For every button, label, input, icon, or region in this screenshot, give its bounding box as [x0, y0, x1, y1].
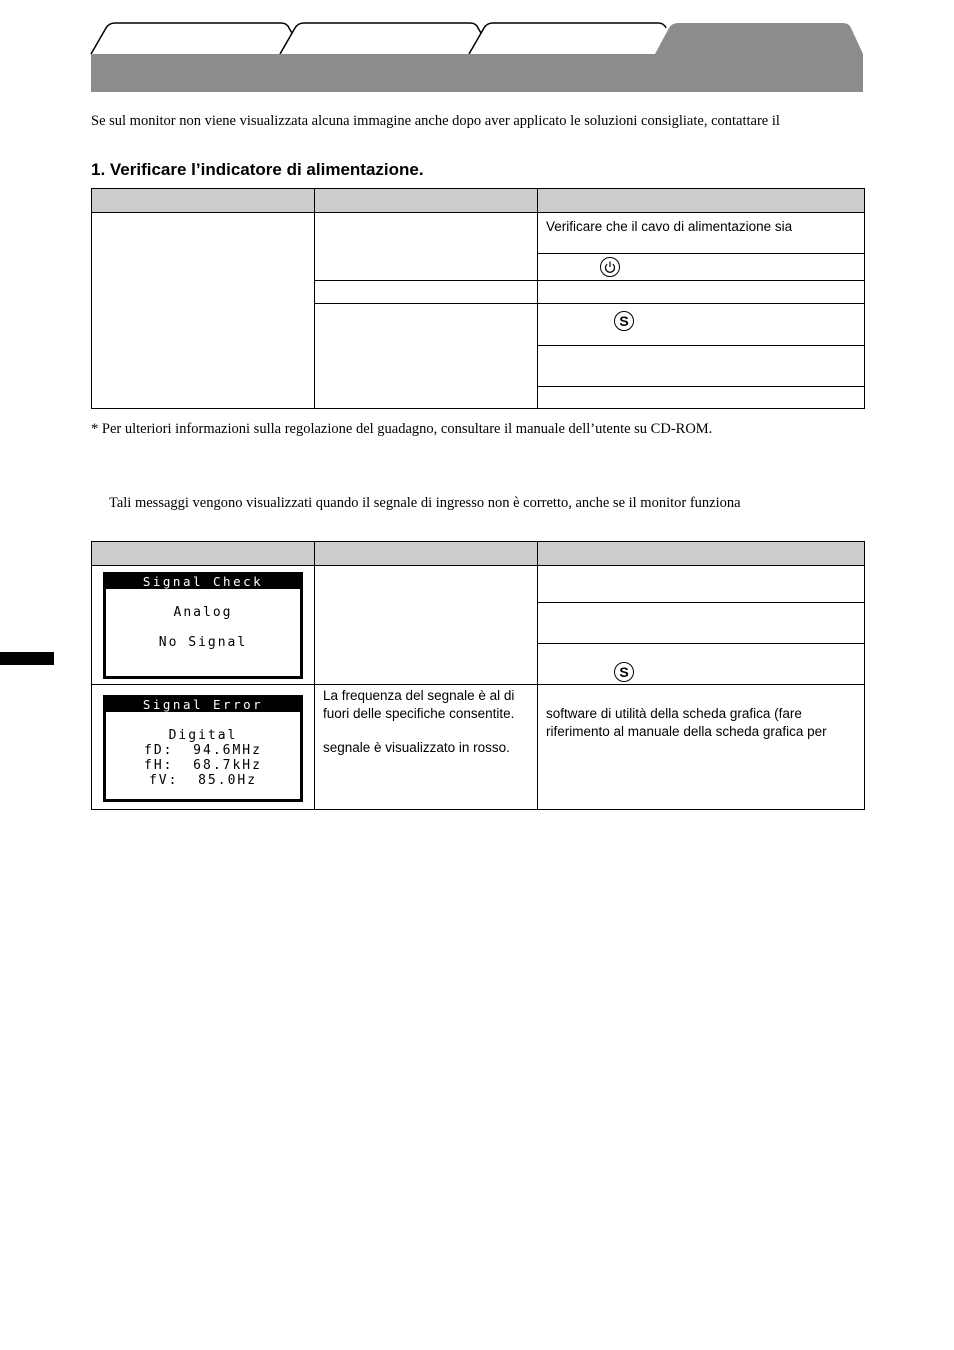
- cause-cell: [315, 685, 538, 810]
- solution-cell: [538, 281, 865, 304]
- osd-line: fD: 94.6MHz: [144, 743, 262, 758]
- solution-cell: [538, 644, 865, 685]
- solution-text: [538, 281, 864, 291]
- osd-line: fH: 68.7kHz: [144, 758, 262, 773]
- solution-cell: [538, 566, 865, 603]
- solution-text: [538, 387, 864, 397]
- footnote: * Per ulteriori informazioni sulla regolazione del guadagno, consultare il manuale dell’utente su CD-ROM.: [91, 421, 713, 437]
- table-header-cell: [92, 189, 315, 213]
- power-indicator-table: [91, 188, 865, 409]
- osd-line: fV: 85.0Hz: [148, 773, 258, 788]
- cause-cell: [315, 213, 538, 281]
- solution-text: Verificare che il cavo di alimentazione sia: [546, 219, 793, 234]
- osd-title: Signal Check: [106, 575, 300, 589]
- solution-cell: [538, 387, 865, 409]
- solution-text: [538, 346, 864, 356]
- table-header-cell: [92, 542, 315, 566]
- solution-cell: [538, 304, 865, 346]
- table-header-cell: [538, 542, 865, 566]
- table-header-cell: [315, 189, 538, 213]
- cause-cell: [315, 566, 538, 685]
- page-side-marker: [0, 652, 54, 665]
- osd-signal-error: [103, 695, 303, 802]
- table-header-cell: [315, 542, 538, 566]
- osd-line: Analog: [173, 605, 233, 620]
- messages-note: Tali messaggi vengono visualizzati quando il segnale di ingresso non è corretto, anche se il monitor funziona: [109, 495, 741, 511]
- s-button-icon: S: [614, 311, 634, 331]
- cause-text: La frequenza del segnale è al di fuori delle specifiche consentite.: [323, 688, 515, 721]
- solution-text: software di utilità della scheda grafica (fare riferimento al manuale della scheda grafica per: [546, 706, 827, 739]
- osd-signal-check: [103, 572, 303, 679]
- cause-cell: [315, 304, 538, 409]
- solution-cell: [538, 603, 865, 644]
- power-button-icon: [600, 257, 620, 277]
- solution-cell: [538, 685, 865, 810]
- problem-cell: [92, 213, 315, 409]
- intro-paragraph: Se sul monitor non viene visualizzata alcuna immagine anche dopo aver applicato le soluzioni consigliate, contattare il: [91, 113, 780, 129]
- solution-cell: [538, 346, 865, 387]
- table-header-cell: [538, 189, 865, 213]
- osd-title: Signal Error: [106, 698, 300, 712]
- osd-line: Digital: [168, 728, 238, 743]
- osd-line: No Signal: [158, 635, 248, 650]
- cause-cell: [315, 281, 538, 304]
- chapter-header-bar: [91, 54, 863, 92]
- section-title-power-indicator: 1. Verificare l’indicatore di alimentazione.: [91, 160, 424, 179]
- solution-cell: [538, 213, 865, 254]
- s-button-icon: S: [614, 662, 634, 682]
- cause-text-2: segnale è visualizzato in rosso.: [323, 740, 510, 755]
- solution-cell: [538, 254, 865, 281]
